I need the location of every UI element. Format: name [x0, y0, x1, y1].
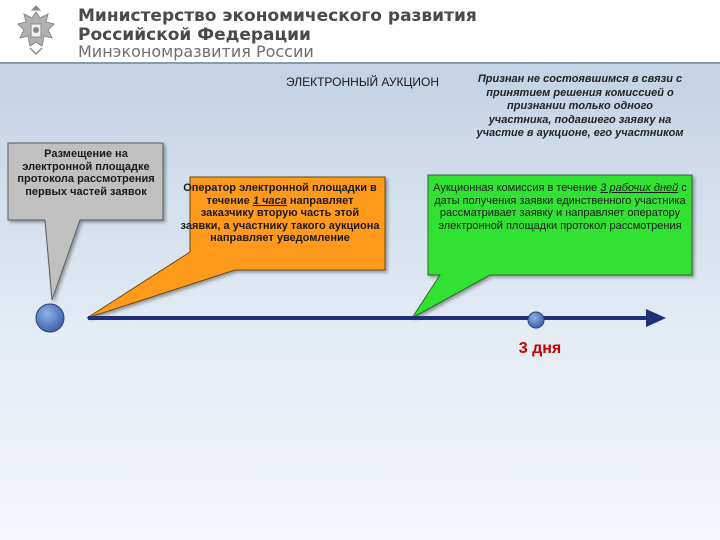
step3-deadline: 3 рабочих дней: [600, 182, 679, 194]
step3-text-before: Аукционная комиссия в течение: [433, 182, 601, 194]
timeline-arrowhead: [646, 309, 666, 327]
step2-text: [180, 182, 380, 245]
ministry-name-line1: Министерство экономического развития: [78, 6, 477, 26]
timeline-day3-marker: [528, 312, 544, 328]
ministry-short-name: Минэкономразвития России: [78, 42, 314, 61]
auction-failed-note: Признан не состоявшимся в связи с принятием решения комиссией о признании только одного участника, подавшего заявку на участие в аукционе, его участником: [476, 73, 684, 139]
timeline-start-marker: [36, 304, 64, 332]
step2-deadline: 1 часа: [252, 194, 287, 207]
ministry-name-line2: Российской Федерации: [78, 25, 311, 45]
diagram-title: ЭЛЕКТРОННЫЙ АУКЦИОН: [285, 75, 439, 89]
timeline-days-label: 3 дня: [518, 340, 562, 357]
step2-text-after: направляет заказчику вторую часть этой заявки, а участнику такого аукциона направляет уведомление: [180, 194, 380, 244]
step3-text: [430, 182, 690, 232]
step1-text: Размещение на электронной площадке протокола рассмотрения первых частей заявок: [17, 148, 155, 198]
step2-text-before: Оператор электронной площадки в течение: [183, 182, 377, 207]
step3-text-after: с даты получения заявки единственного участника рассматривает заявку и направляет оператору электронной площадки протокол рассмотрения: [434, 182, 687, 232]
